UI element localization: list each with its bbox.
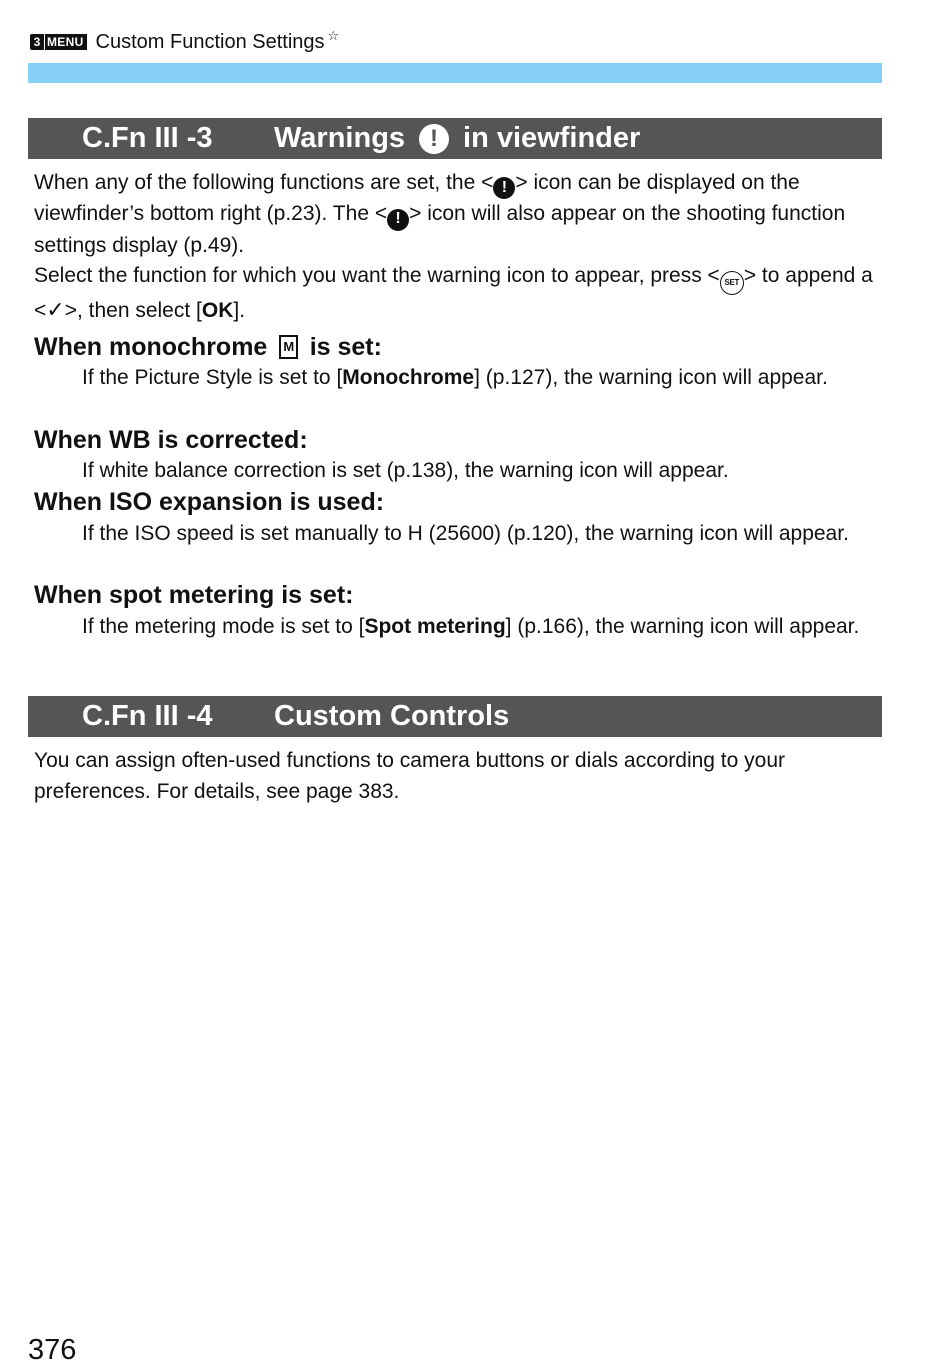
body-bold: Monochrome: [342, 366, 475, 389]
check-icon: ✓: [46, 297, 65, 323]
intro-text-3: > icon will also appear on the shooting function settings display (p.49).: [34, 202, 846, 257]
page-header-title: Custom Function Settings: [95, 30, 325, 53]
ok-label: OK: [201, 299, 234, 323]
item-heading-iso: When ISO expansion is used:: [34, 488, 385, 516]
page-number: 376: [28, 1334, 77, 1366]
item-heading-wb: When WB is corrected:: [34, 426, 308, 454]
item-heading-monochrome: [34, 332, 382, 362]
section-title-before: Warnings: [274, 122, 406, 154]
star-icon: ☆: [327, 28, 340, 43]
menu-tab-number: 3: [30, 34, 44, 50]
heading-text-after: is set:: [309, 333, 382, 361]
menu-tab-icon: [30, 34, 87, 50]
section-bar-cfn3: [28, 118, 882, 159]
heading-text-before: When monochrome: [34, 333, 268, 361]
body-text-before: If the metering mode is set to [: [82, 615, 365, 638]
section-title: [274, 122, 640, 155]
item-heading-spot: [34, 580, 353, 610]
custom-controls-paragraph: You can assign often-used functions to camera buttons or dials according to your preferences. For details, see page 383.: [34, 749, 786, 803]
menu-header: [30, 30, 339, 54]
warning-icon: !: [493, 177, 515, 199]
section-title: Custom Controls: [274, 700, 510, 732]
intro-text-2: > icon can be displayed on the viewfinder’s bottom right (p.23). The <: [34, 171, 800, 226]
intro-text-1: When any of the following functions are set, the <: [34, 171, 494, 194]
item-body-monochrome: [82, 363, 882, 394]
item-body-wb: If white balance correction is set (p.138), the warning icon will appear.: [82, 459, 729, 482]
body-text-after: ] (p.127), the warning icon will appear.: [474, 366, 828, 389]
intro-text-5: > to append a <: [34, 264, 873, 323]
body-text-before: If the Picture Style is set to [: [82, 366, 343, 389]
heading-text: When spot metering is set:: [34, 581, 354, 609]
warning-icon: !: [387, 209, 409, 231]
body-bold: Spot metering: [364, 615, 506, 638]
set-button-icon: SET: [720, 271, 744, 295]
header-accent-bar: [28, 63, 882, 83]
warning-icon: !: [419, 124, 449, 154]
intro-text-6: >, then select [: [64, 299, 202, 323]
menu-word: MENU: [44, 34, 87, 50]
monochrome-picture-style-icon: M: [279, 335, 297, 359]
body-text-after: ] (p.166), the warning icon will appear.: [505, 615, 860, 638]
intro-text-7: ].: [233, 299, 246, 323]
section-title-after: in viewfinder: [463, 122, 641, 154]
item-body-iso: If the ISO speed is set manually to H (25600) (p.120), the warning icon will appear.: [82, 522, 849, 545]
section-code: C.Fn III -4: [82, 700, 213, 732]
section-bar-cfn4: [28, 696, 882, 737]
section-code: C.Fn III -3: [82, 122, 213, 154]
item-body-spot: [82, 612, 882, 643]
intro-text-4: Select the function for which you want the warning icon to appear, press <: [34, 264, 720, 288]
intro-paragraph: [34, 168, 879, 327]
